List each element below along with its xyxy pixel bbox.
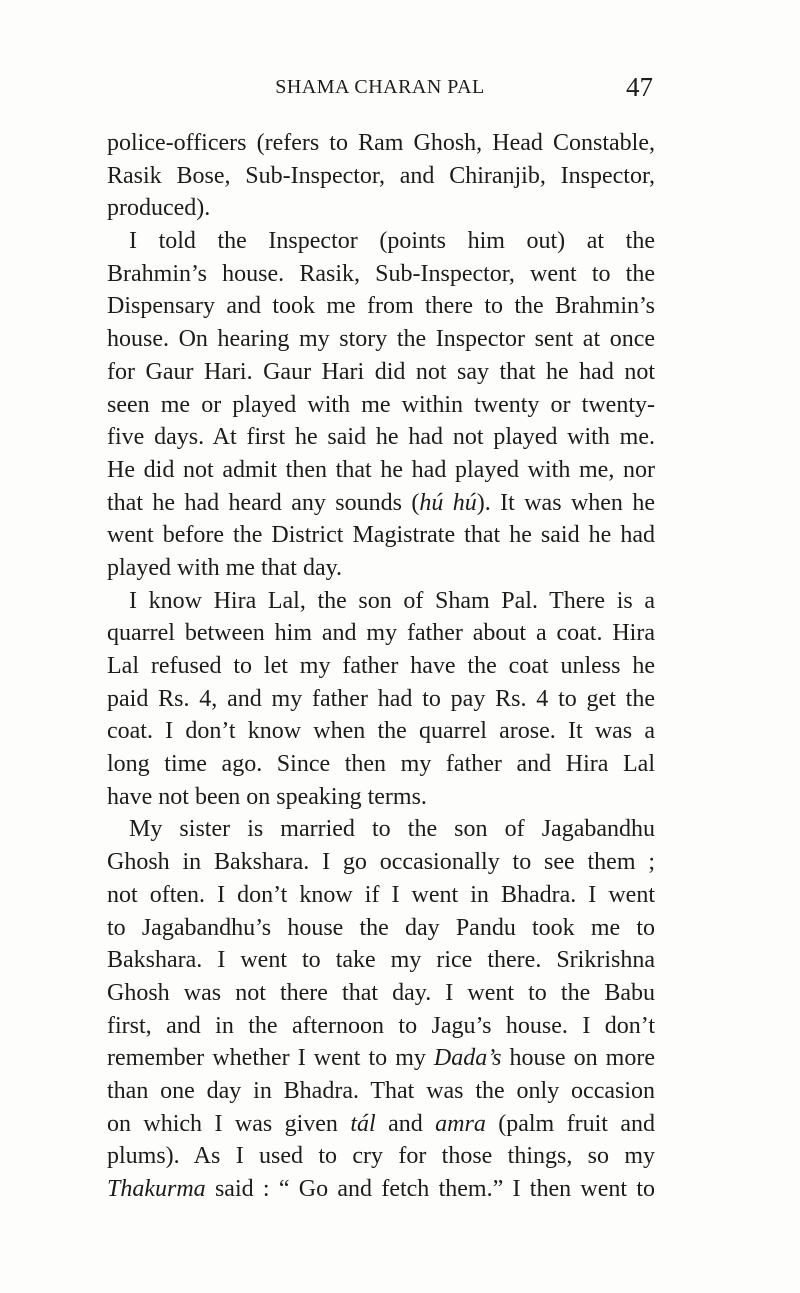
text-line bbox=[107, 1042, 655, 1075]
body-text bbox=[107, 127, 655, 1206]
text-line bbox=[107, 813, 655, 846]
line-text: on which I was given bbox=[107, 1110, 351, 1137]
line-text: played with me that day. bbox=[107, 554, 343, 581]
text-line bbox=[107, 290, 655, 323]
line-text: Ghosh in Bakshara. I go occasionally to see them ; bbox=[107, 849, 655, 876]
text-line bbox=[107, 585, 655, 618]
italic-term: Dada’s bbox=[433, 1045, 502, 1072]
line-text: first, and in the afternoon to Jagu’s house. I don’t bbox=[107, 1012, 655, 1039]
line-text: have not been on speaking terms. bbox=[107, 783, 427, 810]
line-text: coat. I don’t know when the quarrel arose. It was a bbox=[107, 718, 655, 745]
line-text: not often. I don’t know if I went in Bhadra. I went bbox=[107, 881, 655, 908]
text-line bbox=[107, 748, 655, 781]
running-head bbox=[107, 72, 653, 106]
line-text: five days. At first he said he had not played with me. bbox=[107, 424, 655, 451]
text-line bbox=[107, 323, 655, 356]
line-text: to Jagabandhu’s house the day Pandu took me to bbox=[107, 914, 655, 941]
line-text: Rasik Bose, Sub-Inspector, and Chiranjib, Inspector, bbox=[107, 162, 655, 189]
line-text: Bakshara. I went to take my rice there. Srikrishna bbox=[107, 947, 655, 974]
line-text: house. On hearing my story the Inspector sent at once bbox=[107, 326, 655, 353]
text-line bbox=[107, 389, 655, 422]
italic-term: tál bbox=[350, 1110, 376, 1137]
text-line bbox=[107, 1075, 655, 1108]
line-text: seen me or played with me within twenty or twenty- bbox=[107, 391, 655, 418]
text-line bbox=[107, 650, 655, 683]
line-text: paid Rs. 4, and my father had to pay Rs. 4 to get the bbox=[107, 685, 655, 712]
line-text: produced). bbox=[107, 195, 211, 222]
text-line bbox=[107, 683, 655, 716]
line-text: for Gaur Hari. Gaur Hari did not say that he had not bbox=[107, 358, 655, 385]
text-line bbox=[107, 617, 655, 650]
running-title: SHAMA CHARAN PAL bbox=[275, 76, 485, 98]
text-line bbox=[107, 944, 655, 977]
line-text: Ghosh was not there that day. I went to the Babu bbox=[107, 979, 655, 1006]
line-text: quarrel between him and my father about a coat. Hira bbox=[107, 620, 655, 647]
italic-term: amra bbox=[435, 1110, 486, 1137]
line-text: (palm fruit and bbox=[485, 1110, 655, 1137]
line-text: than one day in Bhadra. That was the only occasion bbox=[107, 1077, 655, 1104]
line-text: I know Hira Lal, the son of Sham Pal. There is a bbox=[129, 587, 655, 614]
line-text: said : “ Go and fetch them.” I then went to bbox=[205, 1176, 655, 1202]
text-line bbox=[107, 160, 655, 193]
text-line bbox=[107, 1108, 655, 1141]
text-line bbox=[107, 225, 655, 258]
text-line bbox=[107, 552, 655, 585]
line-text: remember whether I went to my bbox=[107, 1045, 434, 1072]
line-text: that he had heard any sounds ( bbox=[107, 489, 420, 516]
text-line bbox=[107, 421, 655, 454]
page-number: 47 bbox=[626, 72, 653, 102]
text-line bbox=[107, 487, 655, 520]
text-line bbox=[107, 879, 655, 912]
line-text: police-officers (refers to Ram Ghosh, Head Constable, bbox=[107, 130, 655, 156]
text-line bbox=[107, 781, 655, 814]
text-line bbox=[107, 454, 655, 487]
line-text: I told the Inspector (points him out) at the bbox=[129, 228, 655, 255]
text-line bbox=[107, 127, 655, 160]
line-text: long time ago. Since then my father and Hira Lal bbox=[107, 751, 655, 778]
line-text: went before the District Magistrate that he said he had bbox=[107, 522, 655, 549]
line-text: ). It was when he bbox=[476, 489, 655, 516]
text-line bbox=[107, 192, 655, 225]
text-line bbox=[107, 715, 655, 748]
text-line bbox=[107, 977, 655, 1010]
text-line bbox=[107, 1173, 655, 1206]
text-line bbox=[107, 912, 655, 945]
italic-term: Thakurma bbox=[107, 1176, 206, 1202]
line-text: He did not admit then that he had played with me, nor bbox=[107, 456, 655, 483]
text-line bbox=[107, 1140, 655, 1173]
line-text: My sister is married to the son of Jagabandhu bbox=[129, 816, 655, 843]
line-text: Brahmin’s house. Rasik, Sub-Inspector, went to the bbox=[107, 260, 655, 287]
line-text: Dispensary and took me from there to the Brahmin’s bbox=[107, 293, 655, 320]
line-text: and bbox=[375, 1110, 436, 1137]
text-line bbox=[107, 356, 655, 389]
text-line bbox=[107, 519, 655, 552]
text-line bbox=[107, 846, 655, 879]
text-line bbox=[107, 258, 655, 291]
text-line bbox=[107, 1010, 655, 1043]
line-text: plums). As I used to cry for those things, so my bbox=[107, 1143, 655, 1170]
line-text: Lal refused to let my father have the coat unless he bbox=[107, 653, 655, 679]
line-text: house on more bbox=[501, 1045, 655, 1072]
italic-term: hú hú bbox=[419, 489, 477, 516]
